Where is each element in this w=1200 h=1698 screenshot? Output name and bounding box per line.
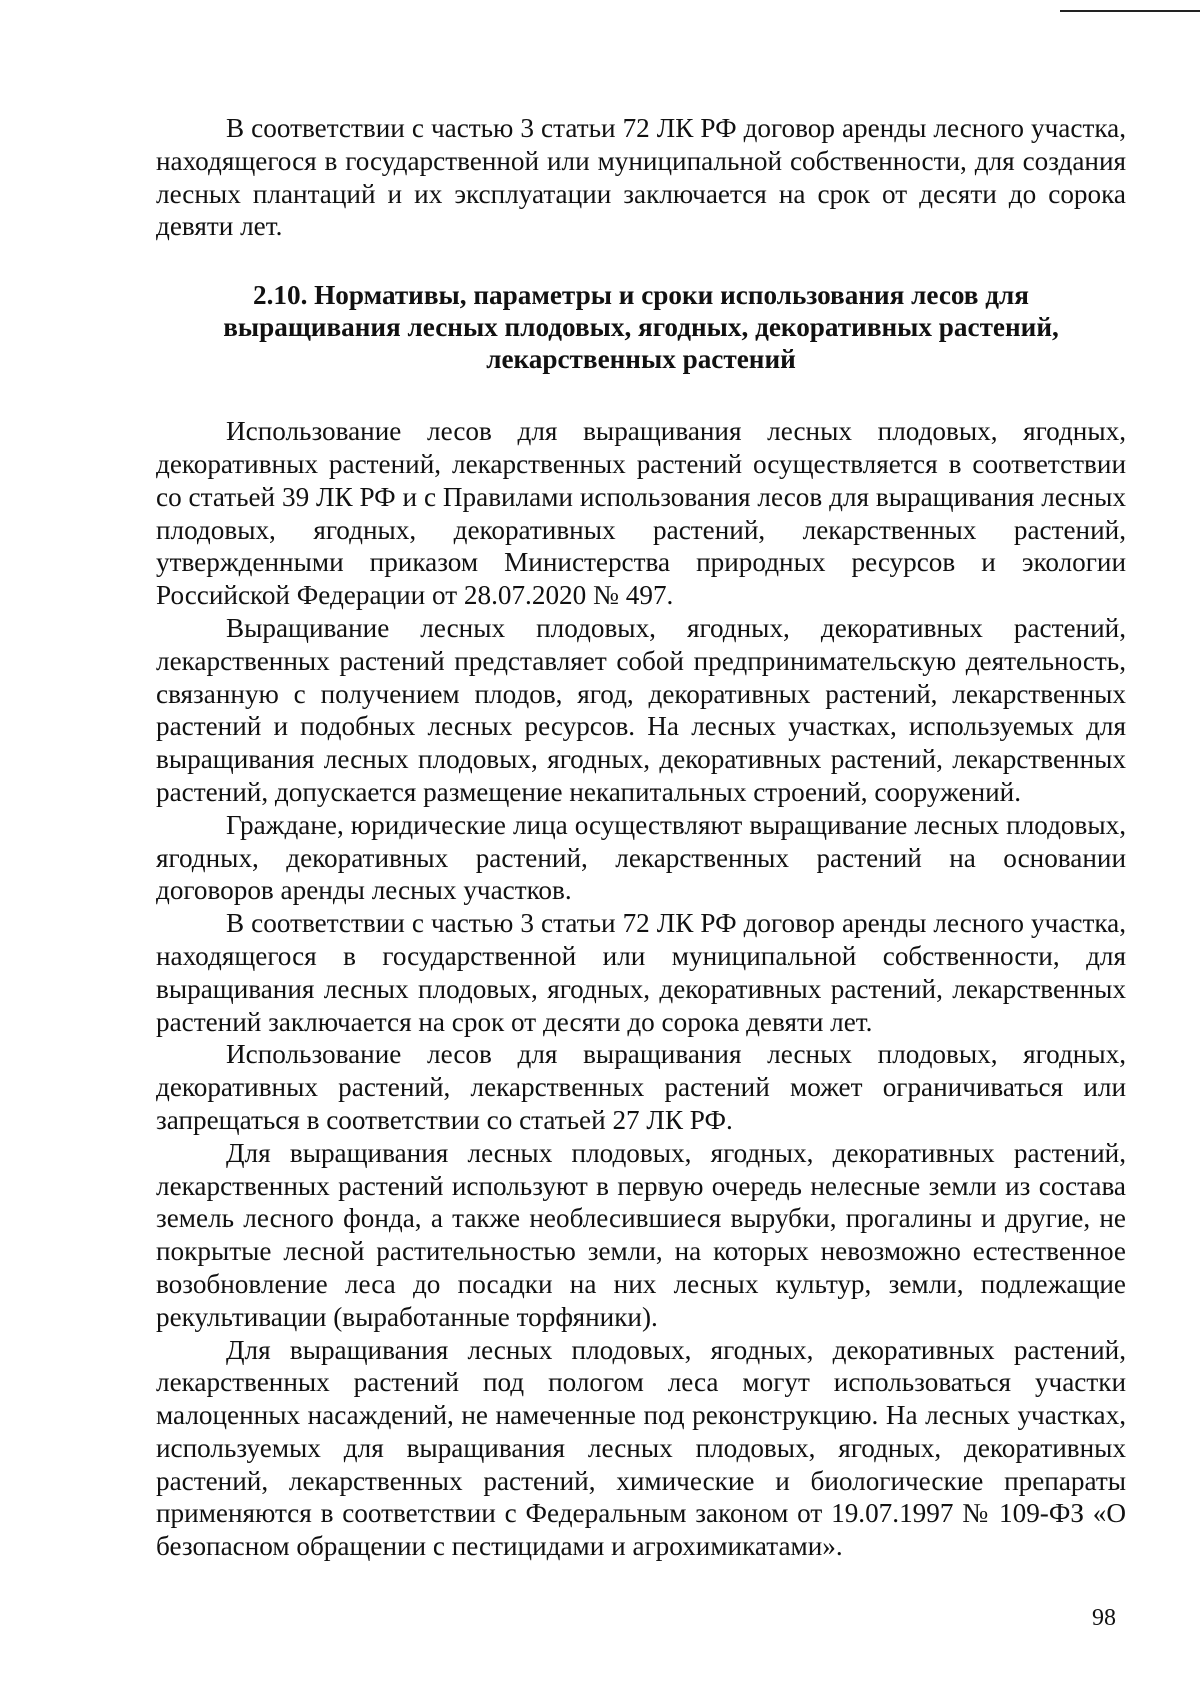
section-heading-line-1: 2.10. Нормативы, параметры и сроки использования лесов для [252,280,1029,311]
scan-edge-line [1060,10,1200,12]
paragraph-lands: Для выращивания лесных плодовых, ягодных, декоративных растений, лекарственных растений используют в первую очередь нелесные земли из состава земель лесного фонда, а также необлесившиеся вырубки, прогалины и другие, не покрытые лесной растительностью земли, на которых невозможно естественное возобновление леса до посадки на них лесных культур, земли, подлежащие рекультивации (выработанные торфяники). [156,1137,1126,1332]
section-heading-line-2: выращивания лесных плодовых, ягодных, декоративных растений, [223,312,1059,343]
section-heading-line-3: лекарственных растений [486,344,796,375]
document-body [156,112,1126,1563]
paragraph-citizens: Граждане, юридические лица осуществляют выращивание лесных плодовых, ягодных, декоративных растений, лекарственных растений на основании договоров аренды лесных участков. [156,809,1126,906]
section-heading [156,279,1126,375]
paragraph-canopy: Для выращивания лесных плодовых, ягодных, декоративных растений, лекарственных растений под пологом леса могут использоваться участки малоценных насаждений, не намеченные под реконструкцию. На лесных участках, используемых для выращивания лесных плодовых, ягодных, декоративных растений, лекарственных растений, химические и биологические препараты применяются в соответствии с Федеральным законом от 19.07.1997 № 109-ФЗ «О безопасном обращении с пестицидами и агрохимикатами». [156,1334,1126,1562]
page-number: 98 [1092,1605,1116,1631]
paragraph-cultivation: Выращивание лесных плодовых, ягодных, декоративных растений, лекарственных растений представляет собой предпринимательскую деятельность, связанную с получением плодов, ягод, декоративных растений, лекарственных растений и подобных лесных ресурсов. На лесных участках, используемых для выращивания лесных плодовых, ягодных, декоративных растений, лекарственных растений, допускается размещение некапитальных строений, сооружений. [156,612,1126,807]
intro-paragraph: В соответствии с частью 3 статьи 72 ЛК РФ договор аренды лесного участка, находящегося в государственной или муниципальной собственности, для создания лесных плантаций и их эксплуатации заключается на срок от десяти до сорока девяти лет. [156,113,1126,242]
paragraph-usage: Использование лесов для выращивания лесных плодовых, ягодных, декоративных растений, лекарственных растений осуществляется в соответствии со статьей 39 ЛК РФ и с Правилами использования лесов для выращивания лесных плодовых, ягодных, декоративных растений, лекарственных растений, утвержденными приказом Министерства природных ресурсов и экологии Российской Федерации от 28.07.2020 № 497. [156,416,1126,611]
paragraph-restrictions: Использование лесов для выращивания лесных плодовых, ягодных, декоративных растений, лекарственных растений может ограничиваться или запрещаться в соответствии со статьей 27 ЛК РФ. [156,1039,1126,1135]
paragraph-lease-term: В соответствии с частью 3 статьи 72 ЛК РФ договор аренды лесного участка, находящегося в государственной или муниципальной собственности, для выращивания лесных плодовых, ягодных, декоративных растений, лекарственных растений заключается на срок от десяти до сорока девяти лет. [156,908,1126,1037]
